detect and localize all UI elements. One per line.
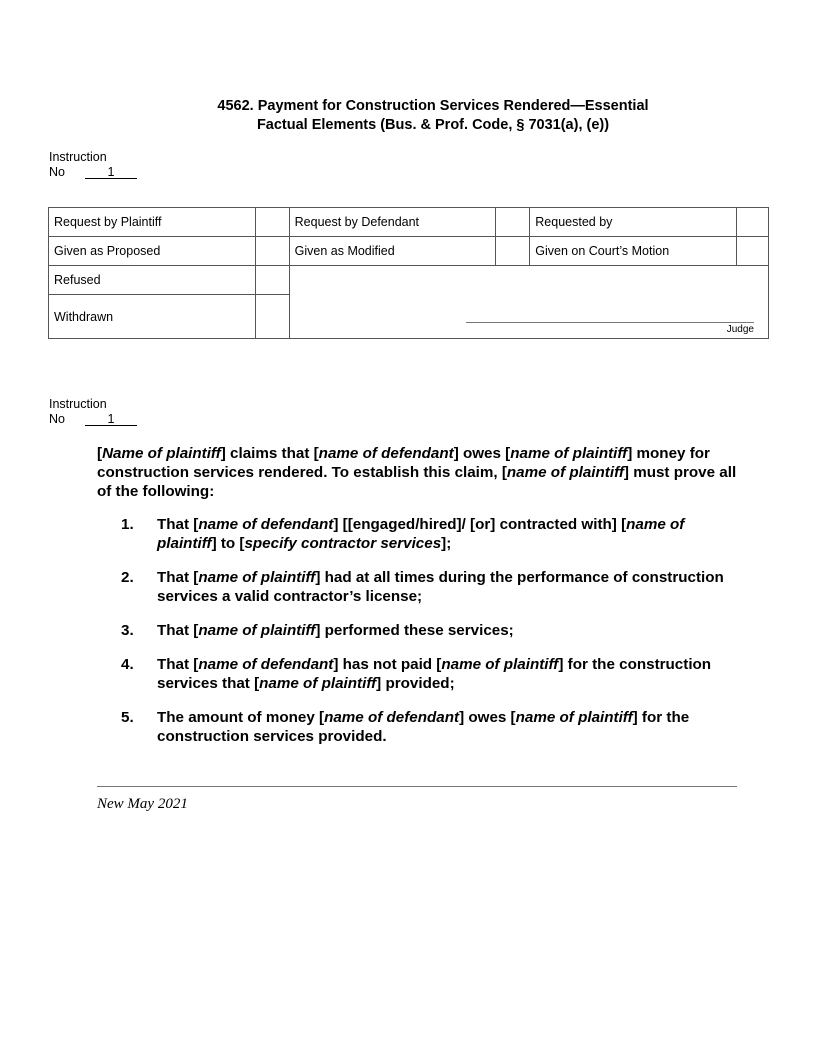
placeholder-text: Name of plaintiff (102, 445, 221, 462)
instruction-number-block-body (49, 397, 137, 426)
instruction-number-block-top (49, 150, 137, 179)
placeholder-text: name of plaintiff (510, 445, 628, 462)
instruction-no-row (49, 165, 137, 180)
element-item-4: 4. That [name of defendant] has not paid [name of plaintiff] for the construction services that [name of plaintiff] provided; (121, 656, 712, 692)
given-as-modified-label: Given as Modified (289, 237, 496, 266)
instruction-label: Instruction (49, 397, 107, 411)
requested-by-label: Requested by (530, 208, 737, 237)
request-by-defendant-label: Request by Defendant (289, 208, 496, 237)
request-by-plaintiff-checkbox[interactable] (255, 208, 289, 237)
elements-list (97, 515, 737, 761)
element-item-3: 3. That [name of plaintiff] performed these services; (121, 622, 514, 639)
element-item-2: 2. That [name of plaintiff] had at all times during the performance of construction services a valid contractor’s license; (121, 569, 724, 605)
given-on-courts-motion-checkbox[interactable] (737, 237, 769, 266)
judge-signature-line[interactable] (466, 322, 754, 323)
request-by-defendant-checkbox[interactable] (496, 208, 530, 237)
request-disposition-table (48, 207, 769, 339)
judge-signature-area (289, 266, 768, 339)
element-item-5: 5. The amount of money [name of defendant] owes [name of plaintiff] for the construction services provided. (121, 709, 690, 745)
given-as-proposed-checkbox[interactable] (255, 237, 289, 266)
given-on-courts-motion-label: Given on Court’s Motion (530, 237, 737, 266)
element-item-1: 1. That [name of defendant] [[engaged/hired]/ [or] contracted with] [name of plaintiff] to [specify contractor services]; (121, 516, 685, 552)
title-line-2: Factual Elements (Bus. & Prof. Code, § 7031(a), (e)) (256, 117, 610, 133)
instruction-no-value: 1 (85, 166, 137, 179)
refused-checkbox[interactable] (255, 266, 289, 295)
element-number: 1. (121, 516, 134, 533)
given-as-modified-checkbox[interactable] (496, 237, 530, 266)
footer-divider (97, 786, 737, 787)
document-title (0, 97, 816, 135)
request-by-plaintiff-label: Request by Plaintiff (49, 208, 256, 237)
requested-by-checkbox[interactable] (737, 208, 769, 237)
given-as-proposed-label: Given as Proposed (49, 237, 256, 266)
instruction-intro-paragraph: [Name of plaintiff] claims that [name of defendant] owes [name of plaintiff] money for construction services rendered. To establish this claim, [name of plaintiff] must prove all of the following: (97, 445, 737, 500)
element-number: 5. (121, 709, 134, 726)
withdrawn-label: Withdrawn (49, 295, 256, 339)
instruction-no-value: 1 (85, 413, 137, 426)
element-number: 2. (121, 569, 134, 586)
refused-label: Refused (49, 266, 256, 295)
placeholder-text: name of defendant (318, 445, 454, 462)
instruction-no-row (49, 412, 137, 427)
withdrawn-checkbox[interactable] (255, 295, 289, 339)
instruction-no-label: No (49, 411, 65, 426)
judge-label: Judge (726, 324, 754, 335)
element-number: 4. (121, 656, 134, 673)
footer-note: New May 2021 (97, 796, 188, 812)
instruction-no-label: No (49, 164, 65, 179)
instruction-label: Instruction (49, 150, 107, 164)
title-line-1: 4562. Payment for Construction Services Rendered—Essential (217, 98, 649, 114)
element-number: 3. (121, 622, 134, 639)
placeholder-text: name of plaintiff (506, 464, 624, 481)
